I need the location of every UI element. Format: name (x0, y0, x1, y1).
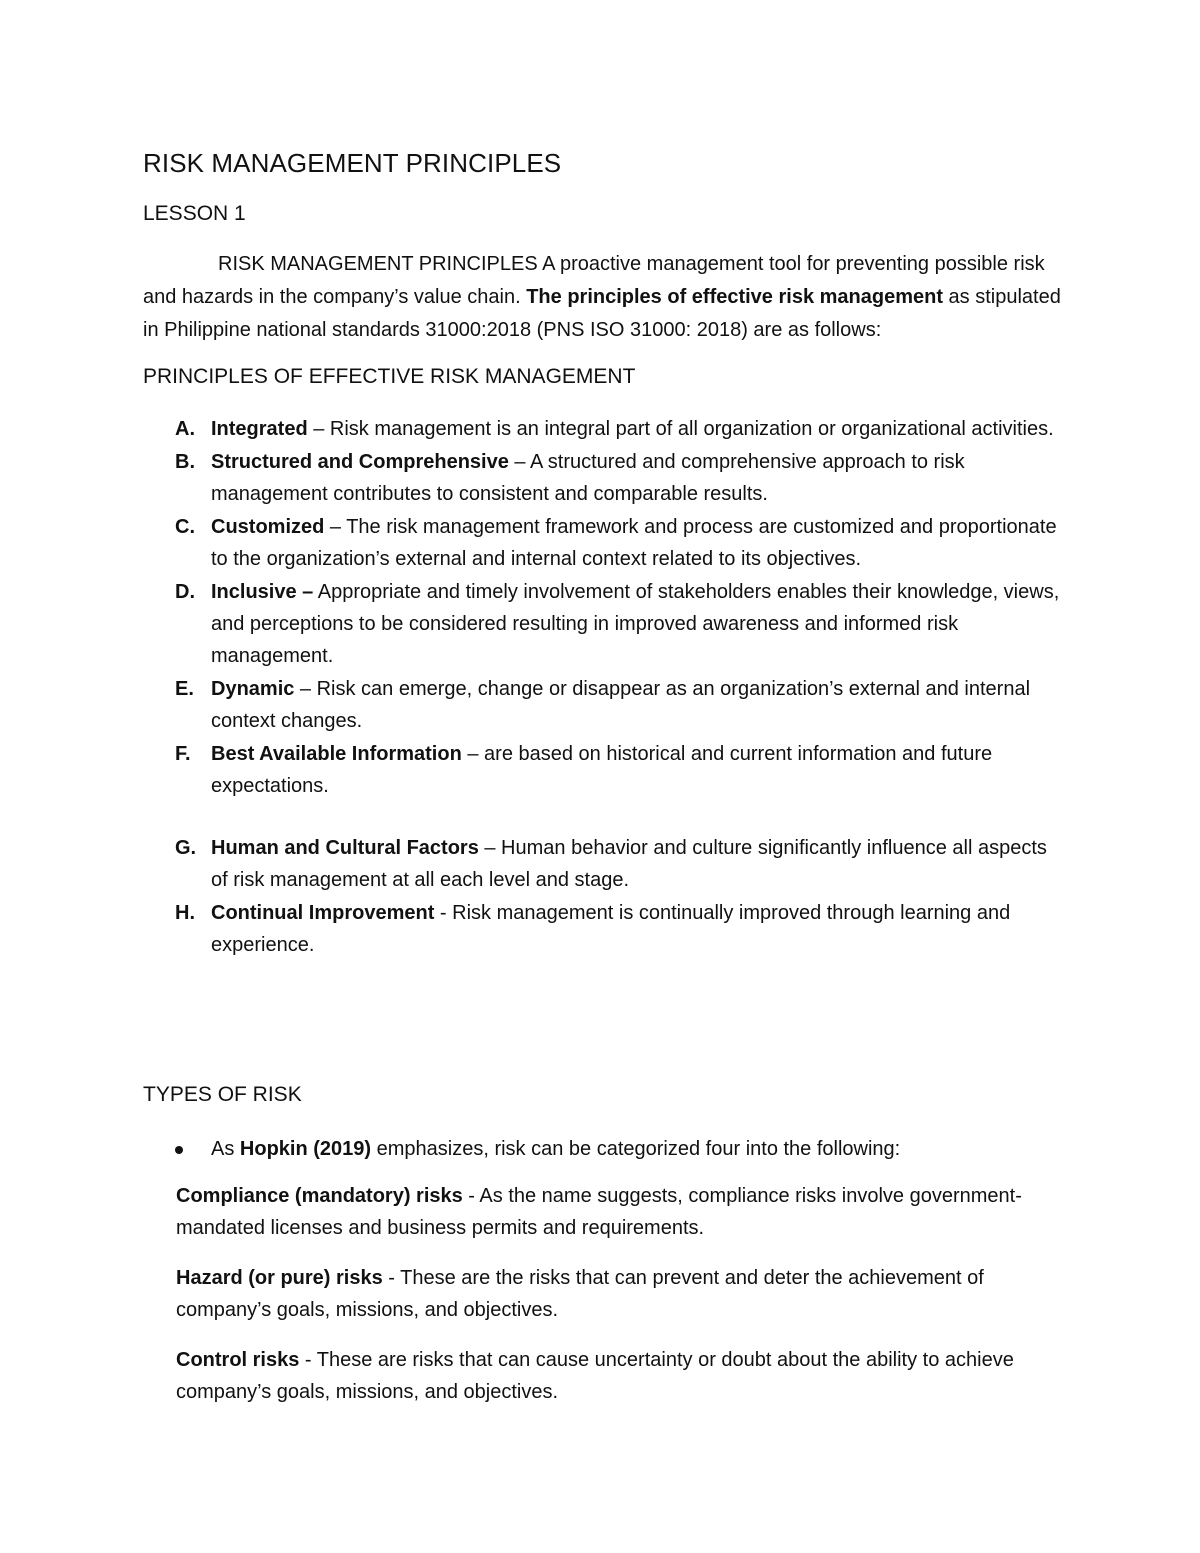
principle-desc: – Risk can emerge, change or disappear as an organization’s external and internal context changes. (211, 678, 1031, 732)
principle-letter: D. (175, 581, 195, 603)
principle-item (143, 576, 1063, 672)
intro-paragraph (143, 248, 1063, 347)
intro-text-2: as stipulated in Philippine national standards 31000:2018 (PNS ISO 31000: 2018) are as follows: (143, 286, 1061, 341)
bullet-citation: Hopkin (2019) (239, 1138, 372, 1160)
principle-letter: F. (175, 743, 191, 765)
principle-item (143, 738, 1063, 802)
risk-type-desc: - These are the risks that can prevent and deter the achievement of company’s goals, missions, and objectives. (176, 1267, 984, 1321)
principle-name: Continual Improvement (211, 902, 435, 924)
risk-type-paragraph (176, 1344, 1056, 1408)
principle-name: Human and Cultural Factors (211, 837, 479, 859)
principle-letter: B. (175, 451, 195, 473)
principle-desc: – A structured and comprehensive approach to risk management contributes to consistent and comparable results. (211, 451, 965, 505)
principle-name: Best Available Information (211, 743, 462, 765)
risk-type-desc: - These are risks that can cause uncertainty or doubt about the ability to achieve company’s goals, missions, and objectives. (176, 1349, 1014, 1403)
intro-text-1: A proactive management tool for preventing possible risk and hazards in the company’s value chain. (143, 253, 1045, 308)
principle-item (143, 897, 1063, 961)
principle-letter: H. (175, 902, 195, 924)
bullet-text-pre: As (211, 1138, 240, 1160)
risk-type-name: Hazard (or pure) risks (176, 1267, 383, 1289)
principle-name: Integrated (211, 418, 308, 440)
principle-letter: C. (175, 516, 195, 538)
principle-item (143, 413, 1063, 445)
intro-bold-phrase: The principles of effective risk management (526, 286, 943, 308)
risk-type-paragraph (176, 1262, 1056, 1326)
principle-desc: - Risk management is continually improved through learning and experience. (211, 902, 1011, 956)
principle-item (143, 511, 1063, 575)
risk-type-name: Compliance (mandatory) risks (176, 1185, 463, 1207)
principle-letter: G. (175, 837, 197, 859)
principle-desc: – The risk management framework and process are customized and proportionate to the organization’s external and internal context related to its objectives. (211, 516, 1057, 570)
principles-heading: PRINCIPLES OF EFFECTIVE RISK MANAGEMENT (143, 365, 636, 388)
principle-name: Inclusive – (211, 581, 314, 603)
principle-name: Customized (211, 516, 325, 538)
principles-list (143, 413, 1063, 962)
principle-item (143, 446, 1063, 510)
principle-desc: Appropriate and timely involvement of stakeholders enables their knowledge, views, and perceptions to be considered resulting in improved awareness and informed risk management. (211, 581, 1060, 667)
principle-desc: – Human behavior and culture significantly influence all aspects of risk management at all each level and stage. (211, 837, 1047, 891)
lesson-label: LESSON 1 (143, 202, 246, 225)
bullet-item (143, 1133, 1063, 1165)
risk-type-paragraph (176, 1180, 1056, 1244)
risk-type-desc: - As the name suggests, compliance risks involve government-mandated licenses and business permits and requirements. (176, 1185, 1022, 1239)
bullet-text-post: emphasizes, risk can be categorized four into the following: (371, 1138, 901, 1160)
principle-letter: A. (175, 418, 195, 440)
principle-item (143, 832, 1063, 896)
principle-desc: – Risk management is an integral part of all organization or organizational activities. (307, 418, 1054, 440)
principle-letter: E. (175, 678, 194, 700)
bullet-dot-icon (175, 1146, 183, 1154)
types-heading: TYPES OF RISK (143, 1083, 302, 1106)
principle-name: Dynamic (211, 678, 295, 700)
principle-item (143, 673, 1063, 737)
intro-term: RISK MANAGEMENT PRINCIPLES (218, 253, 538, 275)
risk-type-name: Control risks (176, 1349, 300, 1371)
document-title: RISK MANAGEMENT PRINCIPLES (143, 148, 562, 178)
principle-desc: – are based on historical and current information and future expectations. (211, 743, 993, 797)
principle-name: Structured and Comprehensive (211, 451, 509, 473)
